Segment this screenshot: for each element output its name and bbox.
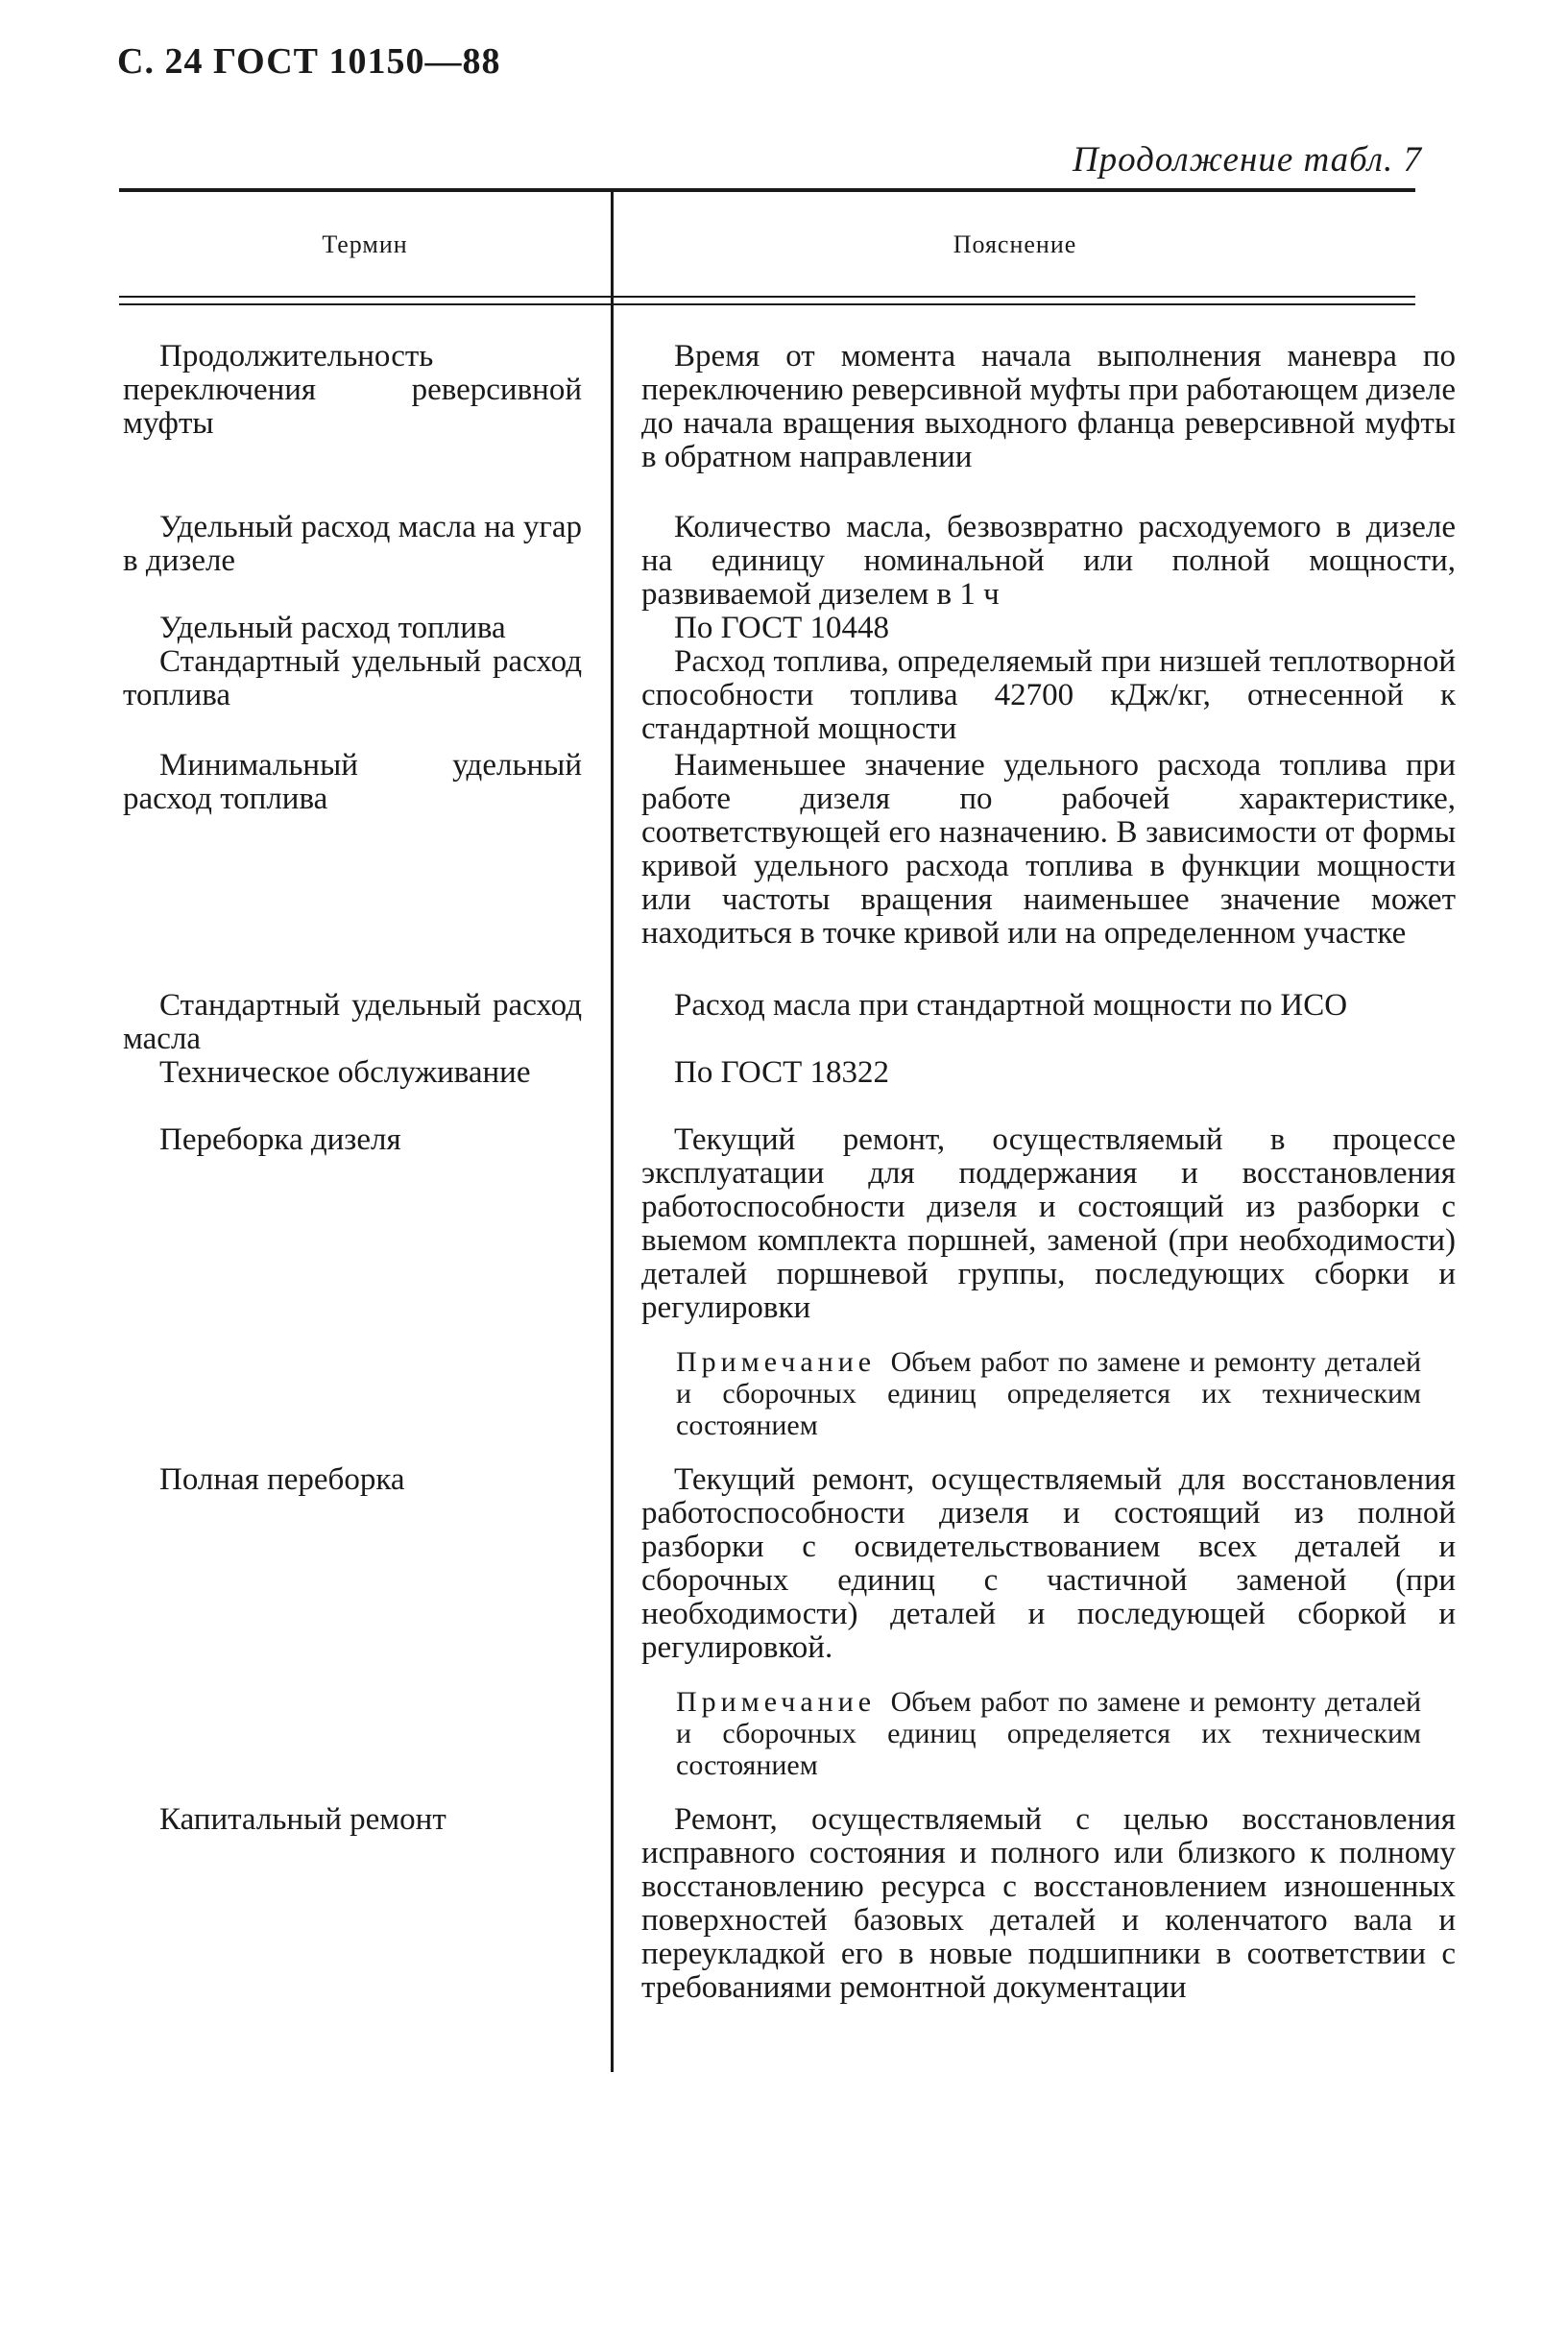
column-header-explanation: Пояснение: [953, 230, 1077, 258]
note-label: Примечание: [676, 1346, 877, 1378]
term-cell: Удельный расход топлива: [159, 611, 506, 645]
page-header: С. 24 ГОСТ 10150—88: [117, 41, 501, 82]
note-label: Примечание: [676, 1686, 877, 1718]
term-cell: Полная переборка: [159, 1462, 405, 1497]
explanation-cell: Расход масла при стандартной мощности по ИСО: [674, 988, 1348, 1023]
explanation-cell: Текущий ремонт, осуществляемый для восстановления работоспособности дизеля и состоящий из полной разборки с освидетельствованием всех деталей и сборочных единиц с частичной заменой (при необходимости) деталей и последующей сборкой и регулировкой.: [641, 1462, 1456, 1665]
term-cell: Минимальный удельный расход топлива: [123, 748, 582, 816]
header-double-rule-upper: [119, 296, 1415, 298]
term-cell: Стандартный удельный расход масла: [123, 988, 582, 1056]
term-cell: Удельный расход масла на угар в дизеле: [123, 510, 582, 578]
column-divider: [611, 190, 614, 2072]
term-cell: Переборка дизеля: [159, 1122, 401, 1157]
note: [676, 1686, 1421, 1781]
explanation-cell: Время от момента начала выполнения маневра по переключению реверсивной муфты при работающем дизеле до начала вращения выходного фланца реверсивной муфты в обратном направлении: [641, 339, 1456, 474]
explanation-cell: По ГОСТ 18322: [674, 1055, 889, 1090]
note: [676, 1346, 1421, 1441]
note-text: Объем работ по замене и ремонту деталей и сборочных единиц определяется их техническим состоянием: [676, 1686, 1421, 1781]
explanation-cell: Ремонт, осуществляемый с целью восстановления исправного состояния и полного или близкого к полному восстановлению ресурса с восстановлением изношенных поверхностей базовых деталей и коленчатого вала и переукладкой его в новые подшипники в соответствии с требованиями ремонтной документации: [641, 1802, 1456, 2005]
explanation-cell: Текущий ремонт, осуществляемый в процессе эксплуатации для поддержания и восстановления работоспособности дизеля и состоящий из разборки с выемом комплекта поршней, заменой (при необходимости) деталей поршневой группы, последующих сборки и регулировки: [641, 1122, 1456, 1325]
term-cell: Стандартный удельный расход топлива: [123, 644, 582, 712]
column-header-term: Термин: [322, 230, 408, 258]
term-cell: Капитальный ремонт: [159, 1802, 446, 1837]
table-continuation-label: Продолжение табл. 7: [1072, 140, 1422, 180]
explanation-cell: Расход топлива, определяемый при низшей теплотворной способности топлива 42700 кДж/кг, отнесенной к стандартной мощности: [641, 644, 1456, 746]
explanation-cell: По ГОСТ 10448: [674, 611, 889, 645]
explanation-cell: Наименьшее значение удельного расхода топлива при работе дизеля по рабочей характеристике, соответствующей его назначению. В зависимости от формы кривой удельного расхода топлива в функции мощности или частоты вращения наименьшее значение может находиться в точке кривой или на определенном участке: [641, 748, 1456, 951]
term-cell: Продолжительность переключения реверсивной муфты: [123, 339, 582, 441]
header-double-rule-lower: [119, 303, 1415, 305]
table-top-rule: [119, 188, 1415, 192]
explanation-cell: Количество масла, безвозвратно расходуемого в дизеле на единицу номинальной или полной мощности, развиваемой дизелем в 1 ч: [641, 510, 1456, 612]
note-text: Объем работ по замене и ремонту деталей и сборочных единиц определяется их техническим состоянием: [676, 1346, 1421, 1441]
term-cell: Техническое обслуживание: [159, 1055, 531, 1090]
